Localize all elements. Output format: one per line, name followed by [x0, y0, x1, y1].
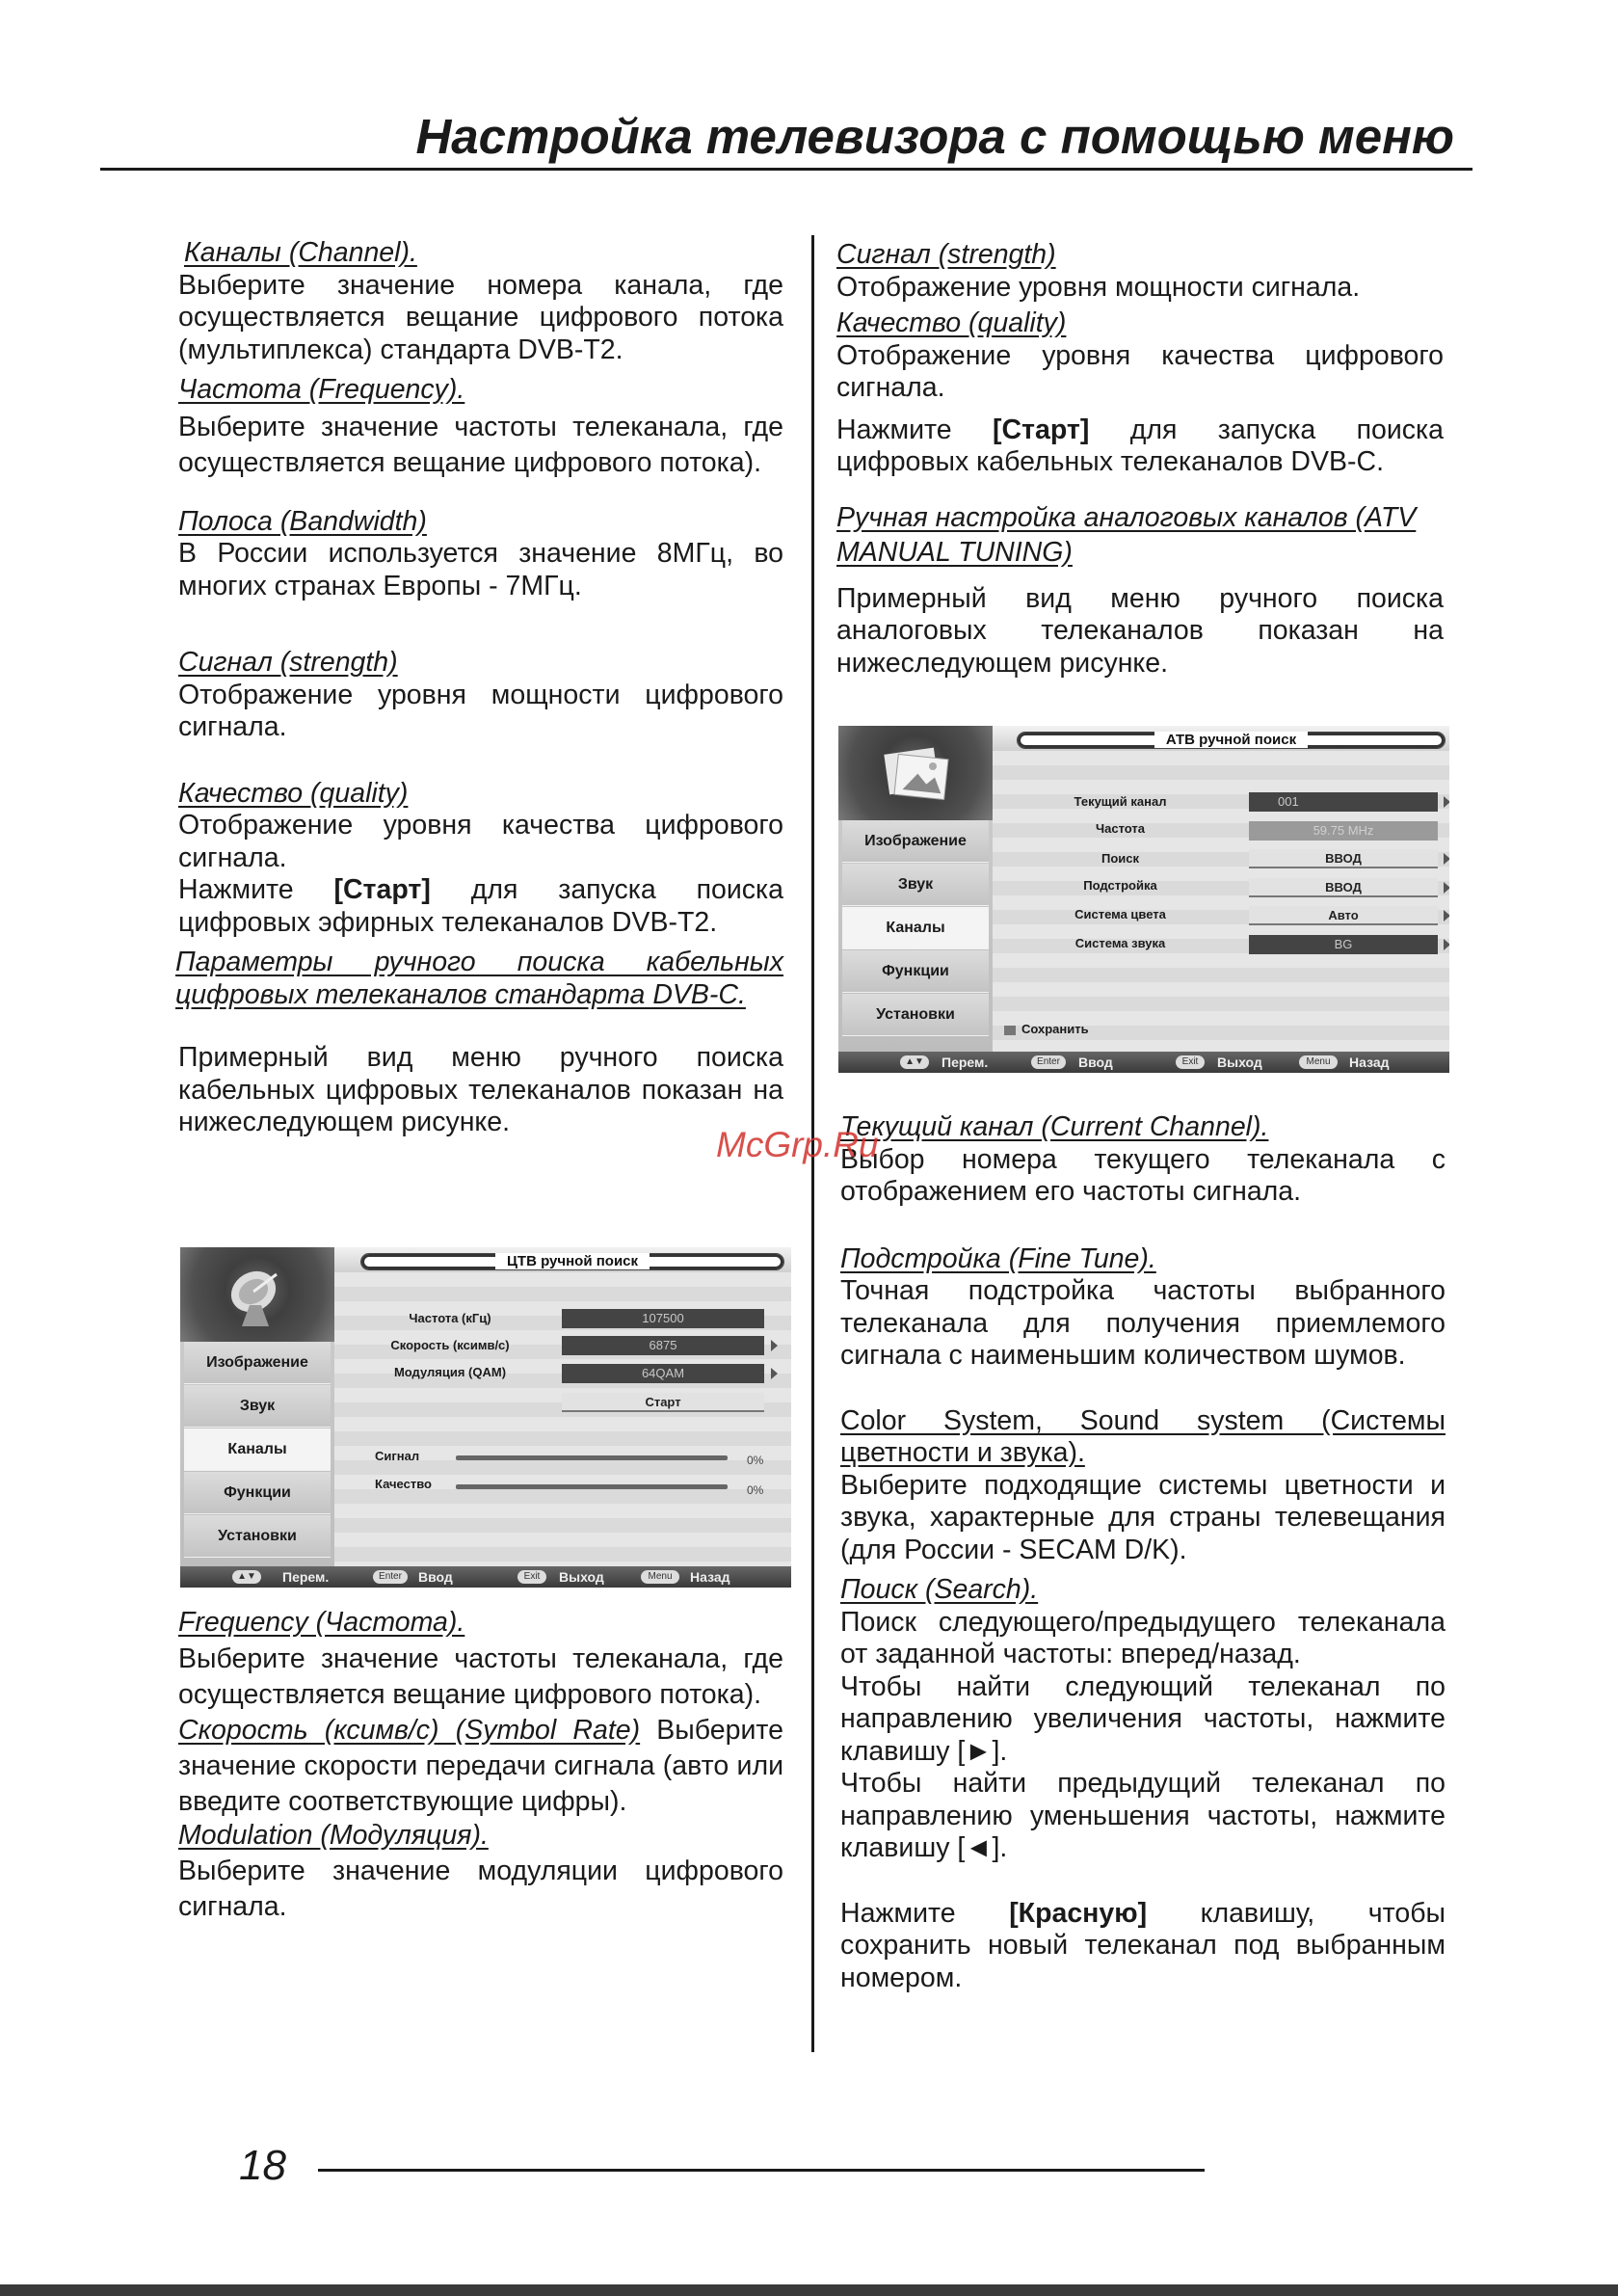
footer-label: Перем.	[942, 1055, 989, 1070]
right-arrow-icon	[1444, 882, 1449, 894]
section-text: В России используется значение 8МГц, во многих странах Европы - 7МГц.	[178, 538, 783, 601]
footer-key: Exit	[517, 1570, 546, 1584]
section-text: Выберите значение номера канала, где осуществляется вещание цифрового потока (мультиплекса) стандарта DVB-T2.	[178, 269, 783, 365]
section-heading: Frequency (Частота).	[178, 1607, 465, 1638]
section-heading: Частота (Frequency).	[178, 374, 465, 405]
tv-menu-sidebar	[838, 726, 993, 1052]
tv-menu-item-settings: Установки	[842, 994, 989, 1036]
section-text: Поиск следующего/предыдущего телеканала от заданной частоты: вперед/назад.	[840, 1606, 1446, 1669]
section-text: Примерный вид меню ручного поиска кабельных цифровых телеканалов показан на нижеследующем рисунке.	[178, 1042, 783, 1137]
section-text: Отображение уровня мощности цифрового сигнала.	[178, 679, 783, 742]
section-text: Выберите подходящие системы цветности и звука, характерные для страны телевещания (для России - SECAM D/K).	[840, 1469, 1446, 1565]
tv-menu-header	[334, 1247, 791, 1272]
watermark: McGrp.Ru	[716, 1125, 879, 1164]
press-start-text: Нажмите [Старт] для запуска поиска цифровых кабельных телеканалов DVB-C.	[836, 414, 1445, 477]
tv-menu-sidebar	[180, 1247, 334, 1566]
signal-percent: 0%	[747, 1454, 764, 1467]
save-label: Сохранить	[1021, 1022, 1089, 1036]
row-label: Скорость (ксимв/с)	[390, 1338, 510, 1352]
page-title: Настройка телевизора с помощью меню	[415, 109, 1454, 164]
right-arrow-icon	[1444, 853, 1449, 865]
tv-menu-item-settings: Установки	[184, 1515, 331, 1558]
footer-label: Ввод	[1078, 1055, 1113, 1070]
footer-rule	[318, 2169, 1205, 2172]
footer-key: Enter	[373, 1570, 408, 1584]
section-channel	[184, 237, 783, 270]
row-value: 6875	[562, 1336, 764, 1355]
section-text: Выберите значение модуляции цифрового сигнала.	[178, 1855, 783, 1922]
photo-icon	[838, 726, 993, 820]
row-label: Система звука	[1074, 936, 1166, 950]
section-heading: Подстройка (Fine Tune).	[840, 1242, 1156, 1274]
tv-menu-item-picture: Изображение	[184, 1342, 331, 1384]
section-text: Выберите значение частоты телеканала, где осуществляется вещание цифрового потока).	[178, 1642, 783, 1710]
tv-menu-item-functions: Функции	[184, 1472, 331, 1514]
tv-menu-item-functions: Функции	[842, 950, 989, 993]
section-text: Выберите значение частоты телеканала, где осуществляется вещание цифрового потока).	[178, 411, 783, 478]
tv-menu-body	[993, 751, 1449, 1052]
row-value: 64QAM	[562, 1364, 764, 1383]
dtv-manual-search-screenshot	[180, 1247, 791, 1588]
tv-menu-item-sound: Звук	[842, 864, 989, 906]
row-label: Частота	[1095, 821, 1145, 836]
tv-menu-item-sound: Звук	[184, 1385, 331, 1428]
red-key-icon	[1004, 1026, 1016, 1035]
row-value: 001	[1249, 792, 1438, 812]
footer-key: Menu	[641, 1570, 679, 1584]
tv-menu-footer	[180, 1566, 791, 1588]
right-column	[836, 239, 1444, 680]
section-heading: Ручная настройка аналоговых каналов (ATV MANUAL TUNING)	[836, 501, 1417, 568]
section-heading: Сигнал (strength)	[178, 647, 398, 678]
symbol-rate-text: Скорость (ксимв/с) (Symbol Rate) Выберите значение скорости передачи сигнала (авто или введите соответствующие цифры).	[178, 1714, 784, 1817]
row-label: Модуляция (QAM)	[393, 1365, 507, 1379]
row-value: 59.75 MHz	[1249, 821, 1438, 841]
section-text: Точная подстройка частоты выбранного телеканала для получения приемлемого сигнала с наименьшим количеством шумов.	[840, 1275, 1446, 1371]
row-label: Поиск	[1101, 851, 1139, 866]
page-number: 18	[239, 2142, 286, 2189]
right-arrow-icon	[1444, 796, 1449, 808]
footer-key: ▲▼	[900, 1055, 929, 1069]
tv-menu-item-channels: Каналы	[184, 1428, 331, 1471]
row-value: 107500	[562, 1309, 764, 1328]
quality-label: Качество	[375, 1477, 432, 1491]
footer-key: Menu	[1299, 1055, 1338, 1069]
section-text: Чтобы найти предыдущий телеканал по направлению уменьшения частоты, нажмите клавишу [◄].	[840, 1768, 1446, 1863]
quality-percent: 0%	[747, 1483, 764, 1497]
footer-label: Назад	[690, 1569, 730, 1585]
footer-key: Exit	[1176, 1055, 1205, 1069]
quality-bar	[456, 1484, 728, 1489]
section-heading: Качество (quality)	[836, 307, 1067, 338]
section-text: Отображение уровня мощности сигнала.	[836, 271, 1361, 303]
left-column-lower	[178, 1607, 783, 1925]
section-heading: Modulation (Модуляция).	[178, 1819, 489, 1851]
title-rule	[100, 168, 1472, 171]
footer-label: Перем.	[282, 1569, 330, 1585]
right-column-lower	[840, 1111, 1446, 1994]
press-red-text: Нажмите [Красную] клавишу, чтобы сохранить новый телеканал под выбранным номером.	[840, 1897, 1446, 1993]
section-heading: Сигнал (strength)	[836, 239, 1056, 270]
satellite-dish-icon	[180, 1247, 334, 1342]
right-arrow-icon	[1444, 939, 1449, 950]
footer-label: Назад	[1349, 1055, 1390, 1070]
press-start-text: Нажмите [Старт] для запуска поиска цифровых эфирных телеканалов DVB-T2.	[178, 874, 784, 938]
row-value: ВВОД	[1249, 849, 1438, 868]
section-heading: Полоса (Bandwidth)	[178, 505, 427, 537]
footer-label: Выход	[559, 1569, 604, 1585]
footer-key: ▲▼	[232, 1570, 261, 1584]
row-value: BG	[1249, 935, 1438, 954]
tv-menu-item-picture: Изображение	[842, 820, 989, 863]
row-label: Система цвета	[1074, 907, 1166, 921]
tv-menu-header	[993, 726, 1449, 751]
section-text: Чтобы найти следующий телеканал по направлению увеличения частоты, нажмите клавишу [►].	[840, 1670, 1446, 1767]
section-heading: Color System, Sound system (Системы цветности и звука).	[840, 1404, 1446, 1468]
signal-label: Сигнал	[375, 1449, 420, 1463]
scan-edge	[0, 2284, 1618, 2296]
tv-menu-title: АТВ ручной поиск	[1017, 732, 1446, 749]
tv-menu-title: ЦТВ ручной поиск	[360, 1253, 784, 1270]
row-label: Подстройка	[1083, 878, 1157, 893]
section-text: Примерный вид меню ручного поиска аналоговых телеканалов показан на нижеследующем рисунке.	[836, 582, 1444, 679]
left-column	[175, 237, 784, 1139]
start-button: Старт	[562, 1393, 764, 1412]
section-text: Отображение уровня качества цифрового сигнала.	[836, 339, 1444, 403]
row-label: Текущий канал	[1074, 794, 1167, 809]
row-label: Частота (кГц)	[409, 1311, 491, 1325]
section-heading: Параметры ручного поиска кабельных цифровых телеканалов стандарта DVB-C.	[175, 947, 783, 1010]
section-heading: Текущий канал (Current Channel).	[840, 1111, 1269, 1142]
signal-bar	[456, 1455, 728, 1460]
section-text: Отображение уровня качества цифрового сигнала.	[178, 810, 783, 873]
footer-label: Выход	[1217, 1055, 1262, 1070]
tv-menu-item-channels: Каналы	[842, 907, 989, 949]
atv-manual-search-screenshot	[838, 726, 1449, 1073]
section-heading: Поиск (Search).	[840, 1574, 1039, 1605]
section-heading: Каналы (Channel).	[184, 237, 417, 268]
tv-menu-footer	[838, 1052, 1449, 1073]
tv-menu-body	[334, 1272, 791, 1566]
right-arrow-icon	[771, 1340, 778, 1351]
row-value: Авто	[1249, 906, 1438, 925]
right-arrow-icon	[771, 1368, 778, 1379]
section-text: Выбор номера текущего телеканала с отображением его частоты сигнала.	[840, 1143, 1446, 1207]
right-arrow-icon	[1444, 910, 1449, 921]
footer-key: Enter	[1031, 1055, 1066, 1069]
section-heading: Качество (quality)	[178, 777, 409, 809]
footer-label: Ввод	[418, 1569, 453, 1585]
row-value: ВВОД	[1249, 878, 1438, 897]
